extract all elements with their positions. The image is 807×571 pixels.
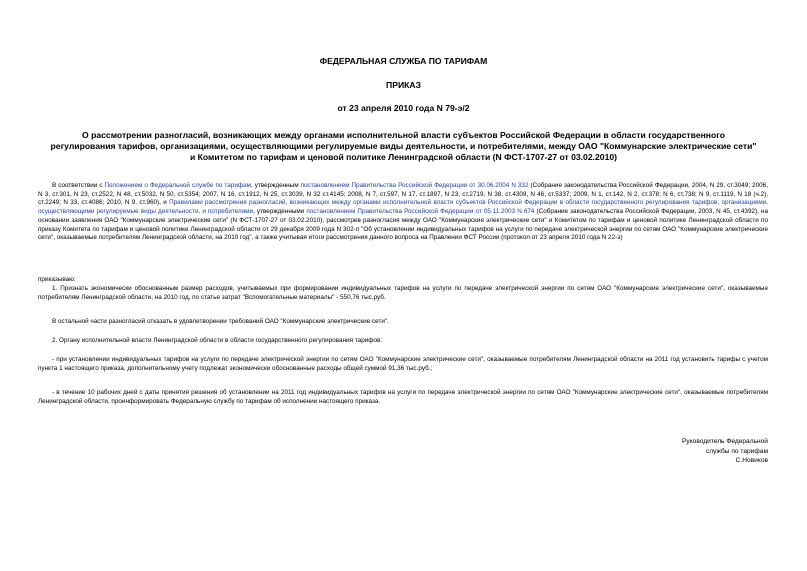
preamble-text-4: , утвержденными xyxy=(253,208,307,216)
item-2a-text: - при установлении индивидуальных тарифов на услуги по передаче электрической энергии по сетям ОАО "Коммунарские электрические сети", оказываемые потребителям Ленинградской области на 2011 год установить тарифы с учетом пункта 1 настоящего приказа, дополнительному учету подлежат экономически обоснованные расходы общей суммой 91,36 тыс.руб.; xyxy=(38,356,768,372)
doc-date-number: от 23 апреля 2010 года N 79-э/2 xyxy=(337,103,470,113)
item-1-text: 1. Признать экономически обоснованным размер расходов, учитываемых при формировании индивидуальных тарифов на услуги по передаче электрической энергии по сетям ОАО "Коммунарские электрические сети", оказываемые потребителям Ленинградской области, на 2010 год, по статье затрат "Вспомогательные материалы" - 550,76 тыс.руб. xyxy=(38,285,768,301)
item-2a xyxy=(38,356,768,373)
signature-line-2: службы по тарифам xyxy=(705,447,768,455)
item-2b xyxy=(38,389,768,406)
item-2-text: 2. Органу исполнительной власти Ленинградской области в области государственного регулирования тарифов: xyxy=(52,337,383,344)
title-line-3: и Комитетом по тарифам и ценовой политике Ленинградской области (N ФСТ-1707-27 от 03.02.2010) xyxy=(189,152,617,162)
signature-block xyxy=(682,437,768,466)
order-word: приказываю: xyxy=(38,276,76,283)
item-rest xyxy=(38,318,768,327)
preamble-text-3: (Собрание законодательства Российской Федерации, 2004, N 29, ст.3049; 2006, N 3, ст.301, N 23, ст.2522, N 48, ст.5032, N 50, ст.5354; 2007, N 16, ст.1912, N 25, ст.3039, N 32 ст.4145; 2008, N 7, ст.597, N 17, ст.1897, N 23, ст.2719, N 38, ст.4309, N 46, ст.5337; 2009, N 1, ст.142, N 2, ст.378; N 6, ст.738; N 9, ст.1119, N 18 (ч.2), ст.2249; N 33, ст.4086; 2010, N 9, ст.960), и xyxy=(38,182,768,207)
link-decree-332[interactable]: постановлением Правительства Российской Федерации от 30.06.2004 N 332 xyxy=(300,182,529,189)
item-2b-text: - в течение 10 рабочих дней с даты принятия решения об установлении на 2011 год индивидуальных тарифов на услуги по передаче электрической энергии по сетям ОАО "Коммунарские электрические сети", оказываемые потребителям Ленинградской области, проинформировать Федеральную службу по тарифам об исполнении настоящего приказа. xyxy=(38,389,768,405)
link-dispute-rules[interactable]: Правилами рассмотрения разногласий, возникающих между органами исполнительной власти субъектов Российской Федерации в области государственного регулирования тарифов, организациями, осуществляющими регулируемые виды деятельности, и потребителями xyxy=(38,199,768,216)
item-2 xyxy=(38,337,768,346)
preamble-text-1: В соответствии с xyxy=(52,182,105,189)
link-fst-regulation[interactable]: Положением о Федеральной службе по тарифам xyxy=(104,182,251,189)
doc-type: ПРИКАЗ xyxy=(386,80,421,90)
item-1 xyxy=(38,285,768,302)
link-decree-674[interactable]: постановлением Правительства Российской Федерации от 05.11.2003 N 674 xyxy=(306,208,535,216)
item-rest-text: В остальной части разногласий отказать в удовлетворении требований ОАО "Коммунарские электрические сети". xyxy=(52,318,389,325)
preamble-text-2: , утвержденным xyxy=(250,182,301,189)
preamble-text-5: (Собрание законодательства Российской Федерации, 2003, N 45, ст.4392), на основании заявления ОАО "Коммунарские электрические сети" (N ФСТ-1707-27 от 03.02.2010), рассмотрев разногласия между ОАО "Коммунарские электрические сети" и Комитетом по тарифам и ценовой политике Ленинградской области по приказу Комитета по тарифам и ценовой политике Ленинградской области от 29 декабря 2009 года N 302-п "Об установлении индивидуальных тарифов на услуги по передаче электрической энергии по сетям ОАО "Коммунарские электрические сети", оказываемые потребителям Ленинградской области, на 2010 год", а также учитывая итоги рассмотрения данного вопроса на Правлении ФСТ России (протокол от 23 апреля 2010 года N 22-э) xyxy=(38,208,768,242)
preamble-paragraph xyxy=(38,182,768,243)
title-line-1: О рассмотрении разногласий, возникающих между органами исполнительной власти субъектов Российской Федерации в области государственного xyxy=(82,130,725,140)
signature-line-1: Руководитель Федеральной xyxy=(682,438,768,445)
title-line-2: регулирования тарифов, организациями, осуществляющими регулируемые виды деятельности, и потребителями, между ОАО "Коммунарские электрические сети" xyxy=(50,141,757,151)
agency-name: ФЕДЕРАЛЬНАЯ СЛУЖБА ПО ТАРИФАМ xyxy=(319,56,488,66)
signature-name: С.Новиков xyxy=(735,457,768,465)
